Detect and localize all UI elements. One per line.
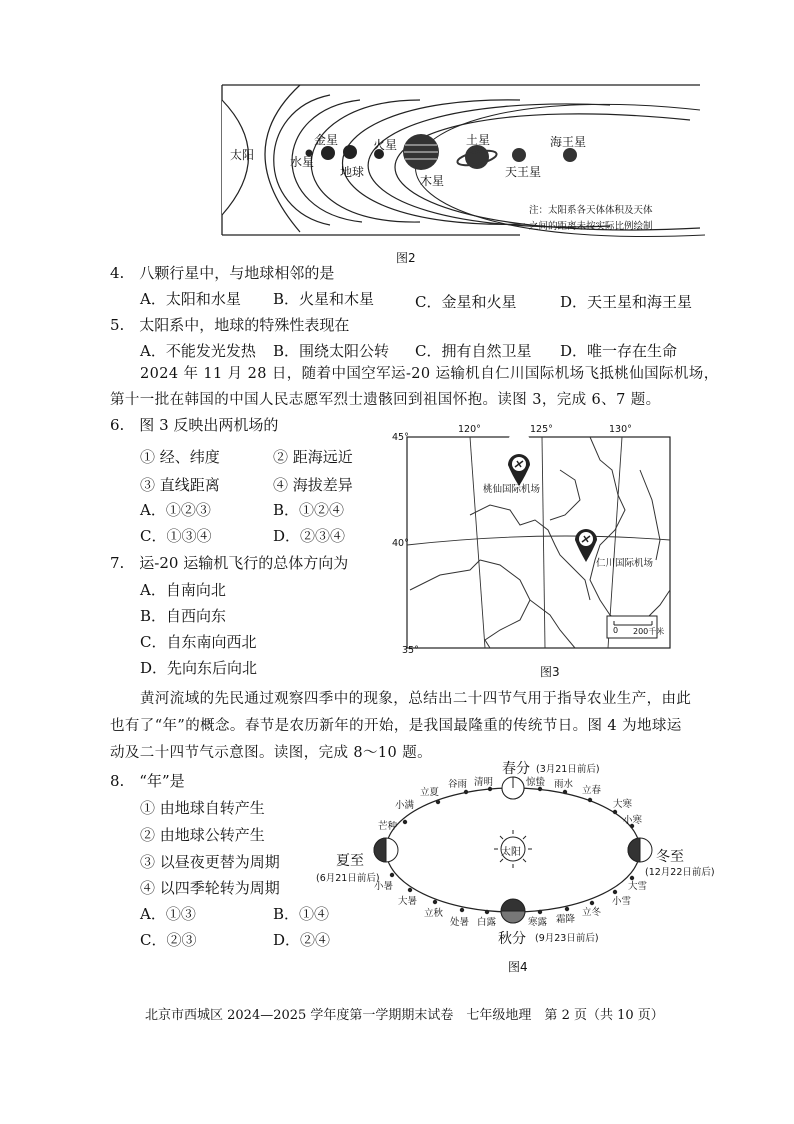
autumn-equinox-label: 秋分 bbox=[498, 931, 526, 947]
q6-option-c[interactable]: C．①③④ bbox=[140, 527, 212, 545]
scale-zero-label: 0 bbox=[613, 626, 619, 635]
label-mercury: 水星 bbox=[290, 155, 315, 169]
label-jupiter: 木星 bbox=[420, 174, 445, 188]
term-dahan: 大寒 bbox=[613, 799, 633, 810]
label-uranus: 天王星 bbox=[505, 165, 542, 179]
term-xiaoman: 小满 bbox=[395, 800, 415, 811]
term-lixia: 立夏 bbox=[420, 787, 440, 798]
q8-option-c[interactable]: C．②③ bbox=[140, 931, 197, 949]
term-yushui: 雨水 bbox=[554, 779, 574, 790]
earth-winter bbox=[628, 838, 652, 862]
taoxian-airport-label: 桃仙国际机场 bbox=[483, 484, 541, 495]
q8-stem: 8. “年”是 bbox=[110, 772, 185, 790]
fig2-note-line2: 之间的距离未按实际比例绘制 bbox=[529, 221, 653, 232]
lat-35-label: 35° bbox=[402, 645, 419, 656]
earth-summer bbox=[374, 838, 398, 862]
q6-item-3: ③ 直线距离 bbox=[140, 476, 220, 494]
q8-item-3: ③ 以昼夜更替为周期 bbox=[140, 853, 280, 871]
lat-40-label: 40° bbox=[392, 538, 409, 549]
spring-date: (3月21日前后) bbox=[536, 764, 600, 775]
winter-date: (12月22日前后) bbox=[645, 867, 715, 878]
term-bailu: 白露 bbox=[477, 917, 497, 928]
q6-item-2: ② 距海远近 bbox=[273, 448, 353, 466]
incheon-airport-label: 仁川国际机场 bbox=[596, 558, 654, 569]
passage2-line2: 也有了“年”的概念。春节是农历新年的开始，是我国最隆重的传统节日。图 4 为地球运 bbox=[110, 718, 682, 734]
term-xiaoshu: 小暑 bbox=[374, 881, 394, 892]
q7-stem: 7. 运-20 运输机飞行的总体方向为 bbox=[110, 554, 349, 572]
term-chushu: 处暑 bbox=[450, 917, 470, 928]
winter-solstice-label: 冬至 bbox=[656, 849, 684, 865]
passage1-line1: 2024 年 11 月 28 日，随着中国空军运-20 运输机自仁川国际机场飞抵桃仙国际机场， bbox=[140, 366, 719, 382]
term-guyu: 谷雨 bbox=[448, 779, 468, 790]
q5-option-d[interactable]: D．唯一存在生命 bbox=[560, 342, 678, 360]
label-sun: 太阳 bbox=[230, 148, 255, 162]
label-earth: 地球 bbox=[340, 165, 365, 179]
lon-125-label: 125° bbox=[530, 424, 553, 435]
label-neptune: 海王星 bbox=[550, 135, 587, 149]
fig3-caption: 图3 bbox=[540, 665, 560, 679]
lat-45-label: 45° bbox=[392, 432, 409, 443]
earth-spring bbox=[502, 777, 524, 799]
q7-option-c[interactable]: C．自东南向西北 bbox=[140, 633, 257, 651]
q8-option-d[interactable]: D．②④ bbox=[273, 931, 331, 949]
passage2-line3: 动及二十四节气示意图。读图，完成 8～10 题。 bbox=[110, 745, 432, 761]
q5-option-b[interactable]: B．围绕太阳公转 bbox=[273, 342, 390, 360]
summer-solstice-label: 夏至 bbox=[336, 853, 364, 869]
q7-option-d[interactable]: D．先向东后向北 bbox=[140, 659, 258, 677]
q6-option-a[interactable]: A．①②③ bbox=[140, 501, 211, 519]
term-daxue: 大雪 bbox=[628, 881, 648, 892]
term-liqiu: 立秋 bbox=[424, 908, 444, 919]
lon-120-label: 120° bbox=[458, 424, 481, 435]
lon-130-label: 130° bbox=[609, 424, 632, 435]
q8-option-a[interactable]: A．①③ bbox=[140, 905, 196, 923]
term-dashu: 大暑 bbox=[398, 896, 418, 907]
q4-option-b[interactable]: B．火星和木星 bbox=[273, 290, 375, 308]
term-mangzhong: 芒种 bbox=[378, 821, 398, 832]
sun-label: 太阳 bbox=[501, 847, 521, 858]
passage2-line1: 黄河流域的先民通过观察四季中的现象，总结出二十四节气用于指导农业生产，由此 bbox=[140, 691, 692, 707]
term-xiaoxue: 小雪 bbox=[612, 896, 632, 907]
q8-option-b[interactable]: B．①④ bbox=[273, 905, 330, 923]
autumn-date: (9月23日前后) bbox=[535, 933, 599, 944]
q6-option-b[interactable]: B．①②④ bbox=[273, 501, 345, 519]
q8-item-1: ① 由地球自转产生 bbox=[140, 799, 265, 817]
fig4-caption: 图4 bbox=[508, 960, 528, 974]
q6-stem: 6. 图 3 反映出两机场的 bbox=[110, 416, 279, 434]
scale-distance-label: 200千米 bbox=[633, 627, 665, 636]
q6-item-4: ④ 海拔差异 bbox=[273, 476, 353, 494]
q5-stem: 5. 太阳系中，地球的特殊性表现在 bbox=[110, 316, 350, 334]
term-jingzhe: 惊蛰 bbox=[526, 777, 546, 788]
q5-option-a[interactable]: A．不能发光发热 bbox=[140, 342, 256, 360]
q6-item-1: ① 经、纬度 bbox=[140, 448, 220, 466]
q4-option-c[interactable]: C．金星和火星 bbox=[415, 293, 517, 311]
q4-stem: 4. 八颗行星中，与地球相邻的是 bbox=[110, 264, 335, 282]
q8-item-2: ② 由地球公转产生 bbox=[140, 826, 265, 844]
q7-option-b[interactable]: B．自西向东 bbox=[140, 607, 227, 625]
page-footer: 北京市西城区 2024—2025 学年度第一学期期末试卷 七年级地理 第 2 页（共 10 页） bbox=[145, 1008, 664, 1023]
term-lidong: 立冬 bbox=[582, 907, 602, 918]
term-shuangjiang: 霜降 bbox=[556, 914, 576, 925]
passage1-line2: 第十一批在韩国的中国人民志愿军烈士遗骸回到祖国怀抱。读图 3，完成 6、7 题。 bbox=[110, 392, 661, 408]
fig2-note-line1: 注：太阳系各天体体积及天体 bbox=[529, 205, 653, 216]
term-lichun: 立春 bbox=[582, 785, 602, 796]
term-xiaohan: 小寒 bbox=[623, 815, 643, 826]
spring-equinox-label: 春分 bbox=[502, 761, 530, 777]
term-hanlu: 寒露 bbox=[528, 917, 548, 928]
q5-option-c[interactable]: C．拥有自然卫星 bbox=[415, 342, 532, 360]
q6-option-d[interactable]: D．②③④ bbox=[273, 527, 346, 545]
earth-autumn bbox=[501, 899, 525, 923]
q4-option-a[interactable]: A．太阳和水星 bbox=[140, 290, 241, 308]
label-saturn: 土星 bbox=[466, 133, 491, 147]
fig2-caption: 图2 bbox=[396, 251, 416, 265]
q8-item-4: ④ 以四季轮转为周期 bbox=[140, 879, 280, 897]
label-mars: 火星 bbox=[373, 138, 398, 152]
label-venus: 金星 bbox=[314, 133, 339, 147]
q7-option-a[interactable]: A．自南向北 bbox=[140, 581, 226, 599]
term-qingming: 清明 bbox=[474, 777, 494, 788]
summer-date: (6月21日前后) bbox=[316, 873, 380, 884]
q4-option-d[interactable]: D．天王星和海王星 bbox=[560, 293, 693, 311]
